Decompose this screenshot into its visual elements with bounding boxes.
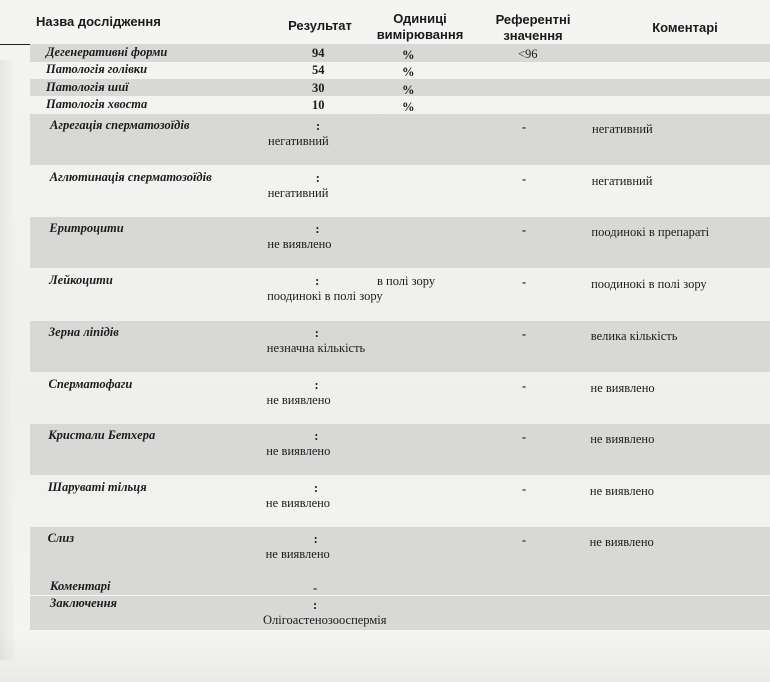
row-result: не виявлено (265, 496, 331, 510)
header-name: Назва дослідження (36, 14, 161, 29)
row-band (30, 596, 770, 630)
photo-shadow (0, 632, 770, 682)
row-name: Патологія голівки (46, 62, 148, 76)
row-ref: - (522, 379, 527, 393)
paper-edge-shade (0, 60, 14, 660)
row-ref: - (522, 223, 527, 237)
row-result: незначна кількість (266, 341, 366, 355)
row-colon: : (316, 119, 321, 133)
row-unit: % (402, 83, 415, 97)
row-ref: - (522, 172, 527, 186)
row-name: Агрегація сперматозоїдів (50, 118, 190, 132)
row-ref: - (522, 327, 527, 341)
row-value: 54 (312, 63, 325, 77)
row-colon: : (314, 378, 319, 392)
comments-label: Коментарі (50, 579, 111, 593)
header-result: Результат (288, 18, 352, 33)
row-comment: поодинокі в препараті (591, 225, 710, 239)
row-result: не виявлено (266, 393, 331, 407)
header-units-line2: вимірювання (376, 27, 464, 42)
row-value: 30 (312, 81, 325, 95)
row-colon: : (315, 222, 320, 236)
row-comment: не виявлено (590, 432, 655, 446)
row-result: негативний (268, 134, 329, 148)
row-name: Патологія шиї (46, 80, 129, 94)
row-colon: : (315, 171, 320, 185)
row-result: поодинокі в полі зору (267, 289, 383, 303)
row-ref: <96 (518, 47, 538, 61)
row-result: не виявлено (267, 237, 332, 251)
row-name: Кристали Бетхера (48, 428, 156, 442)
row-name: Слиз (47, 531, 75, 545)
row-result: не виявлено (266, 444, 331, 458)
row-unit: % (402, 100, 415, 114)
row-name: Аглютинація сперматозоїдів (49, 170, 212, 184)
comments-value: - (313, 581, 318, 595)
row-comment: не виявлено (589, 484, 655, 498)
header-units-line1: Одиниці (393, 11, 447, 26)
header-comments: Коментарі (652, 20, 718, 35)
row-name: Дегенеративні форми (46, 45, 168, 59)
row-colon: : (315, 274, 320, 288)
conclusion-label: Заключення (50, 596, 117, 610)
row-comment: поодинокі в полі зору (591, 277, 707, 291)
row-colon: : (313, 532, 318, 546)
header-ref-line1: Референтні (495, 12, 571, 27)
conclusion-colon: : (313, 598, 318, 612)
row-value: 10 (312, 98, 325, 112)
row-unit: % (402, 48, 415, 62)
row-unit: % (402, 65, 415, 79)
row-colon: : (314, 326, 319, 340)
row-ref: - (522, 275, 527, 289)
row-result: не виявлено (265, 547, 330, 561)
row-name: Лейкоцити (49, 273, 113, 287)
row-band (30, 578, 770, 595)
row-ref: - (522, 120, 527, 134)
row-comment: негативний (591, 174, 653, 188)
row-unit: в полі зору (377, 274, 436, 288)
conclusion-value: Олігоастенозооспермія (263, 613, 387, 627)
row-band (30, 527, 770, 578)
row-name: Патологія хвоста (46, 97, 148, 111)
row-ref: - (522, 533, 527, 547)
row-comment: не виявлено (589, 535, 654, 549)
table-header (0, 0, 770, 45)
row-name: Зерна ліпідів (48, 325, 119, 339)
row-comment: негативний (592, 122, 653, 136)
row-comment: не виявлено (590, 381, 655, 395)
header-units (365, 11, 475, 43)
header-ref (478, 12, 588, 44)
row-colon: : (314, 429, 319, 443)
row-result: негативний (267, 186, 329, 200)
row-name: Шаруваті тільця (47, 480, 147, 494)
row-ref: - (522, 482, 527, 496)
row-comment: велика кількість (590, 329, 678, 343)
row-name: Еритроцити (49, 221, 124, 235)
row-ref: - (522, 430, 527, 444)
header-ref-line2: значення (503, 28, 563, 43)
row-name: Сперматофаги (48, 377, 133, 391)
row-colon: : (313, 481, 319, 495)
row-value: 94 (312, 46, 325, 60)
row-band (30, 79, 770, 96)
